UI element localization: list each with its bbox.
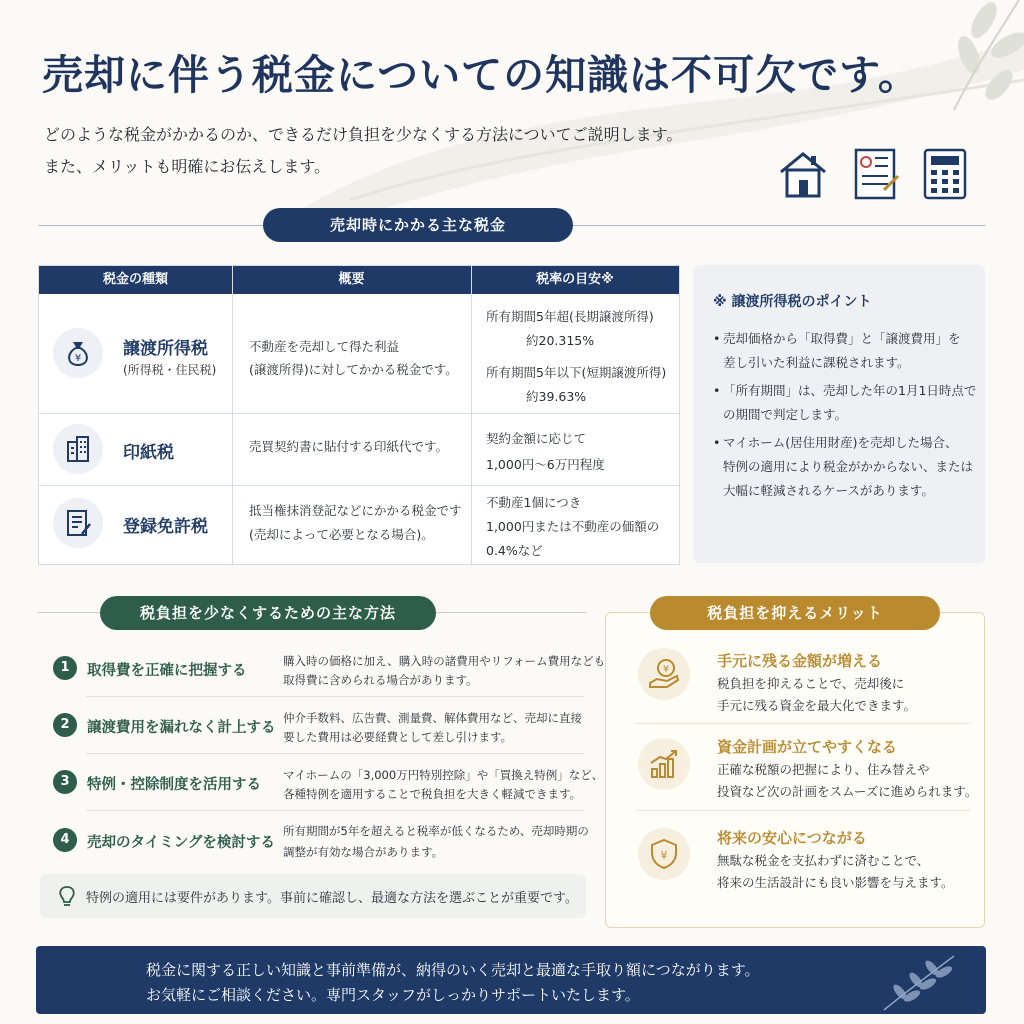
method-title: 特例・控除制度を活用する	[87, 777, 261, 793]
footer-line-2: お気軽にご相談ください。専門スタッフがしっかりサポートいたします。	[146, 986, 640, 1004]
rate-value: 約39.63%	[526, 389, 587, 404]
merit-title: 将来の安心につながる	[717, 829, 867, 847]
point-item: • マイホーム(居住用財産)を売却した場合、 特例の適用により税金がかからない、または 大幅に軽減されるケースがあります。	[713, 435, 974, 498]
methods-heading: 税負担を少なくするための主な方法	[100, 596, 436, 630]
summary-line: 不動産を売却して得た利益	[249, 339, 400, 354]
method-divider	[86, 753, 584, 754]
method-desc-line: 購入時の価格に加え、購入時の諸費用やリフォーム費用なども	[283, 654, 606, 668]
column-divider	[232, 266, 233, 564]
intro-line-2: また、メリットも明確にお伝えします。	[44, 157, 331, 176]
summary-line: (譲渡所得)に対してかかる税金です。	[249, 362, 458, 377]
tax-table	[38, 265, 680, 565]
shield-yen-icon	[638, 828, 690, 880]
merit-desc-line: 無駄な税金を支払わずに済むことで、	[717, 853, 930, 868]
point-item: • 「所有期間」は、売却した年の1月1日時点で の期間で判定します。	[713, 383, 977, 422]
method-number: 1	[53, 656, 77, 680]
building-icon	[53, 424, 103, 474]
page-title: 売却に伴う税金についての知識は不可欠です。	[42, 51, 920, 99]
column-header-type: 税金の種類	[39, 266, 232, 294]
column-divider	[471, 266, 472, 564]
house-icon	[775, 146, 831, 202]
lightbulb-icon	[56, 884, 78, 908]
tax-section-heading: 売却時にかかる主な税金	[263, 208, 573, 242]
method-desc-line: マイホームの「3,000万円特別控除」や「買換え特例」など、	[283, 768, 604, 782]
method-divider	[86, 696, 584, 697]
tip-box	[40, 874, 586, 918]
rate-line: 所有期間5年以下(短期譲渡所得)	[486, 365, 667, 380]
column-header-rate: 税率の目安※	[471, 266, 679, 294]
tax-subname: (所得税・住民税)	[123, 363, 217, 377]
svg-text:¥: ¥	[662, 664, 670, 675]
rate-line: 契約金額に応じて	[486, 431, 587, 446]
rate-line: 所有期間5年超(長期譲渡所得)	[486, 309, 654, 324]
merits-heading: 税負担を抑えるメリット	[650, 596, 940, 630]
tax-name-registration: 登録免許税	[123, 517, 208, 537]
rate-value: 約20.315%	[526, 333, 595, 348]
method-desc-line: 要した費用は必要経費として差し引けます。	[283, 730, 513, 744]
hand-yen-icon	[638, 648, 690, 700]
merit-divider	[636, 810, 971, 811]
column-header-summary: 概要	[232, 266, 471, 294]
tip-text: 特例の適用には要件があります。事前に確認し、最適な方法を選ぶことが重要です。	[86, 891, 578, 906]
method-number: 4	[53, 828, 77, 852]
merit-title: 資金計画が立てやすくなる	[717, 738, 898, 756]
svg-text:¥: ¥	[74, 353, 82, 364]
points-title: ※ 譲渡所得税のポイント	[713, 294, 872, 310]
calculator-icon	[917, 146, 973, 202]
merit-desc-line: 正確な税額の把握により、住み替えや	[717, 762, 930, 777]
rate-line: 0.4%など	[486, 543, 543, 558]
rate-line: 1,000円～6万円程度	[486, 457, 605, 472]
row-divider	[39, 485, 679, 486]
merit-desc-line: 将来の生活設計にも良い影響を与えます。	[717, 875, 954, 890]
merit-divider	[636, 723, 971, 724]
tax-name-stamp: 印紙税	[123, 443, 174, 463]
method-desc-line: 所有期間が5年を超えると税率が低くなるため、売却時期の	[283, 824, 589, 838]
method-desc-line: 仲介手数料、広告費、測量費、解体費用など、売却に直接	[283, 711, 582, 725]
summary-line: (売却によって必要となる場合)。	[249, 527, 434, 542]
row-divider	[39, 413, 679, 414]
method-desc-line: 調整が有効な場合があります。	[283, 845, 444, 859]
capital-gains-points-panel	[693, 265, 985, 563]
intro-line-1: どのような税金がかかるのか、できるだけ負担を少なくする方法についてご説明します。	[44, 125, 683, 144]
tax-name-capital-gains: 譲渡所得税	[123, 339, 208, 359]
method-number: 2	[53, 713, 77, 737]
method-title: 取得費を正確に把握する	[87, 663, 247, 679]
footer-line-1: 税金に関する正しい知識と事前準備が、納得のいく売却と最適な手取り額につながります。	[146, 961, 760, 979]
footer-banner	[36, 946, 986, 1014]
rate-line: 不動産1個につき	[486, 495, 582, 510]
merit-title: 手元に残る金額が増える	[717, 652, 883, 670]
summary-line: 抵当権抹消登記などにかかる税金です	[249, 503, 462, 518]
merit-desc-line: 税負担を抑えることで、売却後に	[717, 676, 905, 691]
rate-line: 1,000円または不動産の価額の	[486, 519, 660, 534]
method-divider	[86, 810, 584, 811]
method-desc-line: 各種特例を適用することで税負担を大きく軽減できます。	[283, 787, 582, 801]
method-title: 譲渡費用を漏れなく計上する	[87, 720, 276, 736]
document-icon	[848, 146, 904, 202]
registration-document-icon	[53, 498, 103, 548]
growth-chart-icon	[638, 738, 690, 790]
point-item: • 売却価格から「取得費」と「譲渡費用」を 差し引いた利益に課税されます。	[713, 331, 961, 370]
summary-line: 売買契約書に貼付する印紙代です。	[249, 439, 449, 454]
svg-text:¥: ¥	[660, 849, 668, 862]
method-desc-line: 取得費に含められる場合があります。	[283, 673, 478, 687]
merit-desc-line: 投資など次の計画をスムーズに進められます。	[717, 784, 978, 799]
method-title: 売却のタイミングを検討する	[87, 835, 275, 851]
leaf-branch-icon	[876, 952, 956, 1012]
money-bag-icon	[53, 328, 103, 378]
merit-desc-line: 手元に残る資金を最大化できます。	[717, 698, 917, 713]
method-number: 3	[53, 770, 77, 794]
